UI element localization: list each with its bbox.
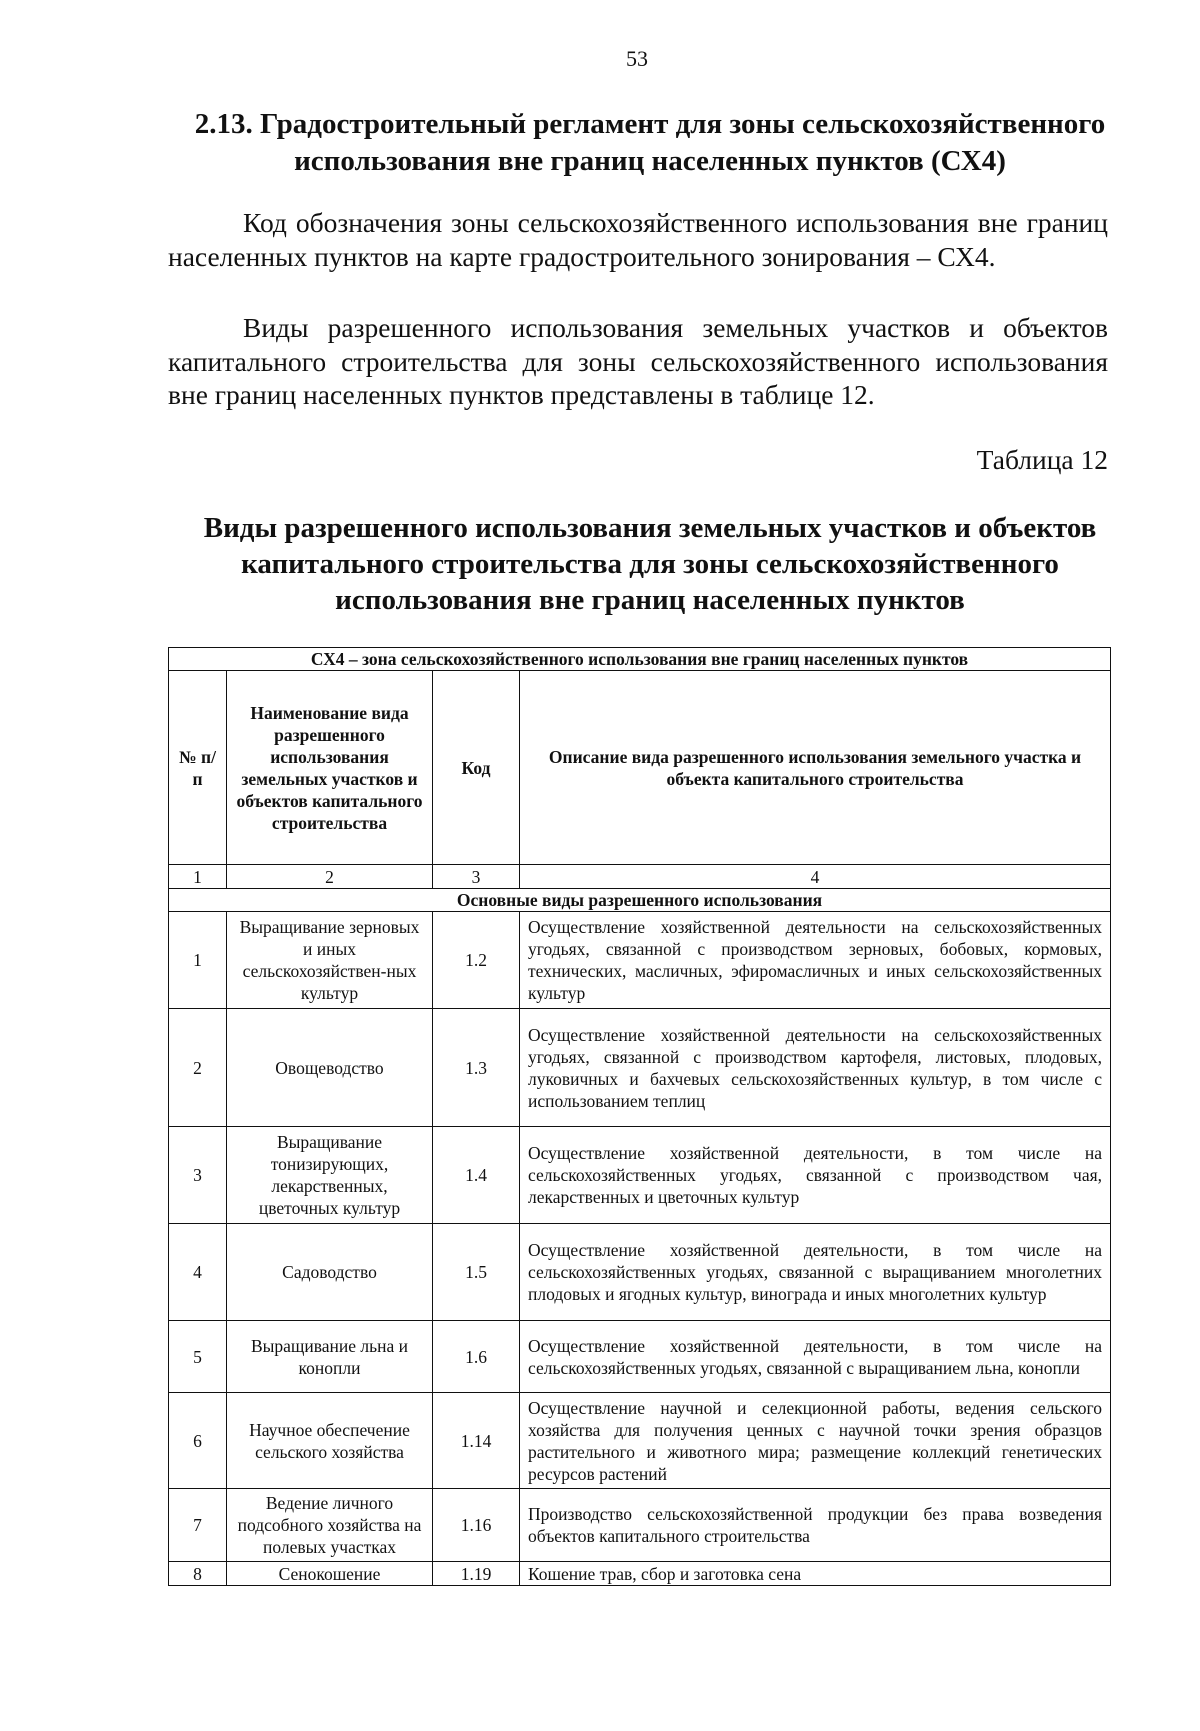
row-name: Выращивание тонизирующих, лекарственных, цветочных культур — [227, 1127, 433, 1224]
column-header-code: Код — [433, 671, 520, 865]
table-title: Виды разрешенного использования земельных участков и объектов капитального строительства для зоны сельскохозяйственного использования вне границ населенных пунктов — [203, 512, 1097, 616]
row-number: 5 — [169, 1321, 227, 1393]
column-header-row — [169, 671, 1111, 865]
column-number: 3 — [433, 865, 520, 889]
paragraph-table-reference — [168, 311, 1108, 412]
row-code: 1.2 — [433, 912, 520, 1009]
row-number: 2 — [169, 1009, 227, 1127]
paragraph-zone-code-text: Код обозначения зоны сельскохозяйственного использования вне границ населенных пунктов на карте градостроительного зонирования – СХ4. — [168, 207, 1108, 272]
paragraph-table-reference-text: Виды разрешенного использования земельных участков и объектов капитального строительства для зоны сельскохозяйственного использования вне границ населенных пунктов представлены в таблице 12. — [168, 312, 1108, 410]
row-name: Садоводство — [227, 1224, 433, 1321]
row-description: Осуществление хозяйственной деятельности, в том числе на сельскохозяйственных угодьях, связанной с выращиванием многолетних плодовых и ягодных культур, винограда и иных многолетних культур — [520, 1224, 1111, 1321]
row-code: 1.4 — [433, 1127, 520, 1224]
row-name: Выращивание зерновых и иных сельскохозяйствен-ных культур — [227, 912, 433, 1009]
table-row — [169, 912, 1111, 1009]
column-number: 4 — [520, 865, 1111, 889]
table-row — [169, 1489, 1111, 1562]
page-number: 53 — [626, 46, 648, 71]
land-use-table — [168, 647, 1111, 1586]
zone-header: СХ4 – зона сельскохозяйственного использования вне границ населенных пунктов — [169, 648, 1111, 671]
row-name: Научное обеспечение сельского хозяйства — [227, 1393, 433, 1489]
zone-header-row — [169, 648, 1111, 671]
table-row — [169, 1127, 1111, 1224]
row-description: Осуществление хозяйственной деятельности, в том числе на сельскохозяйственных угодьях, связанной с производством чая, лекарственных и цветочных культур — [520, 1127, 1111, 1224]
table-row — [169, 1009, 1111, 1127]
row-description: Осуществление хозяйственной деятельности на сельскохозяйственных угодьях, связанной с производством зерновых, бобовых, кормовых, технических, масличных, эфиромасличных и иных сельскохозяйственных культур — [520, 912, 1111, 1009]
row-description: Осуществление научной и селекционной работы, ведения сельского хозяйства для получения ценных с научной точки зрения образцов растительного и животного мира; размещение коллекций генетических ресурсов растений — [520, 1393, 1111, 1489]
column-header-number: № п/п — [169, 671, 227, 865]
row-number: 1 — [169, 912, 227, 1009]
section-heading: 2.13. Градостроительный регламент для зоны сельскохозяйственного использования вне границ населенных пунктов (СХ4) — [194, 108, 1106, 177]
section-label: Основные виды разрешенного использования — [169, 889, 1111, 912]
row-code: 1.5 — [433, 1224, 520, 1321]
row-code: 1.6 — [433, 1321, 520, 1393]
table-caption: Таблица 12 — [976, 444, 1108, 475]
row-name: Сенокошение — [227, 1562, 433, 1586]
table-row — [169, 1224, 1111, 1321]
row-name: Ведение личного подсобного хозяйства на полевых участках — [227, 1489, 433, 1562]
row-number: 6 — [169, 1393, 227, 1489]
row-description: Осуществление хозяйственной деятельности, в том числе на сельскохозяйственных угодьях, связанной с выращиванием льна, конопли — [520, 1321, 1111, 1393]
row-code: 1.3 — [433, 1009, 520, 1127]
row-number: 7 — [169, 1489, 227, 1562]
row-number: 3 — [169, 1127, 227, 1224]
row-code: 1.16 — [433, 1489, 520, 1562]
row-number: 8 — [169, 1562, 227, 1586]
row-number: 4 — [169, 1224, 227, 1321]
row-name: Овощеводство — [227, 1009, 433, 1127]
table-row — [169, 1321, 1111, 1393]
column-number: 1 — [169, 865, 227, 889]
row-description: Осуществление хозяйственной деятельности на сельскохозяйственных угодьях, связанной с производством картофеля, листовых, плодовых, луковичных и бахчевых сельскохозяйственных культур, в том числе с использованием теплиц — [520, 1009, 1111, 1127]
column-number-row — [169, 865, 1111, 889]
table-row — [169, 1562, 1111, 1586]
section-label-row — [169, 889, 1111, 912]
table-row — [169, 1393, 1111, 1489]
row-description: Кошение трав, сбор и заготовка сена — [520, 1562, 1111, 1586]
row-description: Производство сельскохозяйственной продукции без права возведения объектов капитального строительства — [520, 1489, 1111, 1562]
column-header-description: Описание вида разрешенного использования земельного участка и объекта капитального строительства — [520, 671, 1111, 865]
paragraph-zone-code — [168, 206, 1108, 273]
row-code: 1.19 — [433, 1562, 520, 1586]
column-header-name: Наименование вида разрешенного использования земельных участков и объектов капитального строительства — [227, 671, 433, 865]
column-number: 2 — [227, 865, 433, 889]
row-name: Выращивание льна и конопли — [227, 1321, 433, 1393]
row-code: 1.14 — [433, 1393, 520, 1489]
